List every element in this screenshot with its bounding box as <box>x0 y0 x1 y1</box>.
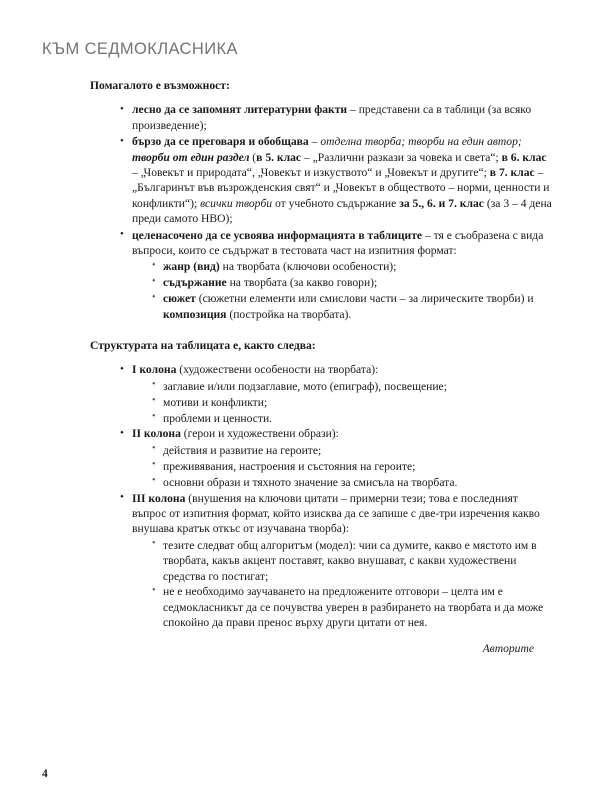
column-1-list <box>90 362 552 377</box>
list-item <box>120 102 552 133</box>
page-title: КЪМ СЕДМОКЛАСНИКА <box>42 40 238 58</box>
grade-7-label: в 7. клас <box>489 165 535 179</box>
list-item: • заглавие и/или подзаглавие, мото (епиграф), посвещение; <box>152 379 552 394</box>
item-italic-f: всички творби <box>200 196 273 210</box>
subitem-rest: на творбата (ключови особености); <box>219 260 397 274</box>
list-item: • основни образи и тяхното значение за смисъла на творбата. <box>152 475 552 490</box>
item-bolditalic-b: творби от един раздел <box>132 150 250 164</box>
list-item: • тезите следват общ алгоритъм (модел): чии са думите, какво е мястото им в творбата, какъв акцент поставят, какво внушават, с какви художествени средства го постигат; <box>152 538 552 584</box>
item-italic-a: отделна творба; творби на един автор; <box>320 135 522 149</box>
column-2-sub-list <box>90 443 552 490</box>
subitem-rest-2: (постройка на творбата). <box>226 307 352 321</box>
list-item <box>120 362 552 377</box>
item-rest-e: – „Българинът във възрожденския свят“ и „Човекът в обществото – норми, ценности и конфликти“); <box>132 165 550 210</box>
subitem-lead: жанр (вид) <box>163 260 220 274</box>
item-rest-c: – „Различни разкази за човека и света“; <box>301 150 502 164</box>
item-rest-a: – <box>308 135 321 149</box>
grade-6-label: в 6. клас <box>501 150 547 164</box>
item-lead: целенасочено да се усвоява информацията в таблиците <box>132 228 423 242</box>
list-item: • преживявания, настроения и състояния на героите; <box>152 459 552 474</box>
section1-heading: Помагалото е възможност: <box>90 79 230 92</box>
section1-sub-bullet-list <box>90 259 552 322</box>
list-item <box>120 228 552 259</box>
section2-heading: Структурата на таблицата е, както следва: <box>90 338 316 352</box>
list-item <box>152 291 552 322</box>
column-desc: (внушения на ключови цитати – примерни тези; това е последният въпрос от изпитния формат, който изисква да се запише с две-три изречения какво внушава кратък откъс от изучавана творба): <box>132 491 540 536</box>
column-3-list <box>90 491 552 537</box>
item-rest-g: (за 3 – 4 дена преди самото НВО); <box>132 196 552 226</box>
item-rest-f: от учебното съдържание <box>272 196 400 210</box>
column-label: I колона <box>132 363 177 377</box>
grade-5-label: в 5. клас <box>256 150 302 164</box>
item-rest-d: – „Човекът и природата“, „Човекът и изкуството“ и „Човекът и другите“; <box>132 165 490 179</box>
item-lead: бързо да се преговаря и обобщава <box>132 135 309 149</box>
list-item <box>152 259 552 274</box>
list-item: • проблеми и ценности. <box>152 411 552 426</box>
subitem-rest: (сюжетни елементи или смислови части – за лирическите творби) и <box>195 292 534 306</box>
section1-bullet-list <box>90 102 552 258</box>
subitem-lead-2: композиция <box>163 307 227 321</box>
column-desc: (художествени особености на творбата): <box>176 363 379 377</box>
subitem-lead: сюжет <box>163 292 196 306</box>
list-item: • мотиви и конфликти; <box>152 395 552 410</box>
subitem-lead: съдържание <box>163 276 227 290</box>
document-body <box>90 78 552 655</box>
column-3-sub-list <box>90 538 552 631</box>
column-label: II колона <box>132 427 181 441</box>
list-item: • не е необходимо заучаването на предложените отговори – целта им е седмокласникът да се почувства уверен в разбирането на творбата и да може спокойно да прави пренос върху други цитати от нея. <box>152 584 552 630</box>
page-number: 4 <box>42 768 48 780</box>
list-item: • действия и развитие на героите; <box>152 443 552 458</box>
list-item <box>120 134 552 226</box>
subitem-rest: на творбата (за какво говори); <box>226 276 378 290</box>
column-desc: (герои и художествени образи): <box>180 427 339 441</box>
column-1-sub-list <box>90 379 552 426</box>
item-rest: – представени са в таблици (за всяко произведение); <box>132 103 532 132</box>
list-item <box>120 491 552 537</box>
column-2-list <box>90 426 552 441</box>
item-lead: лесно да се запомнят литературни факти <box>132 103 348 117</box>
item-rest: – тя е съобразена с вида въпроси, които се съдържат в тестовата част на изпитния формат: <box>132 228 544 257</box>
column-label: III колона <box>132 491 186 505</box>
item-rest-b: ( <box>249 150 257 164</box>
grades-range-label: за 5., 6. и 7. клас <box>399 196 484 210</box>
list-item <box>120 426 552 441</box>
authors-signature: Авторите <box>482 641 534 655</box>
list-item <box>152 275 552 290</box>
